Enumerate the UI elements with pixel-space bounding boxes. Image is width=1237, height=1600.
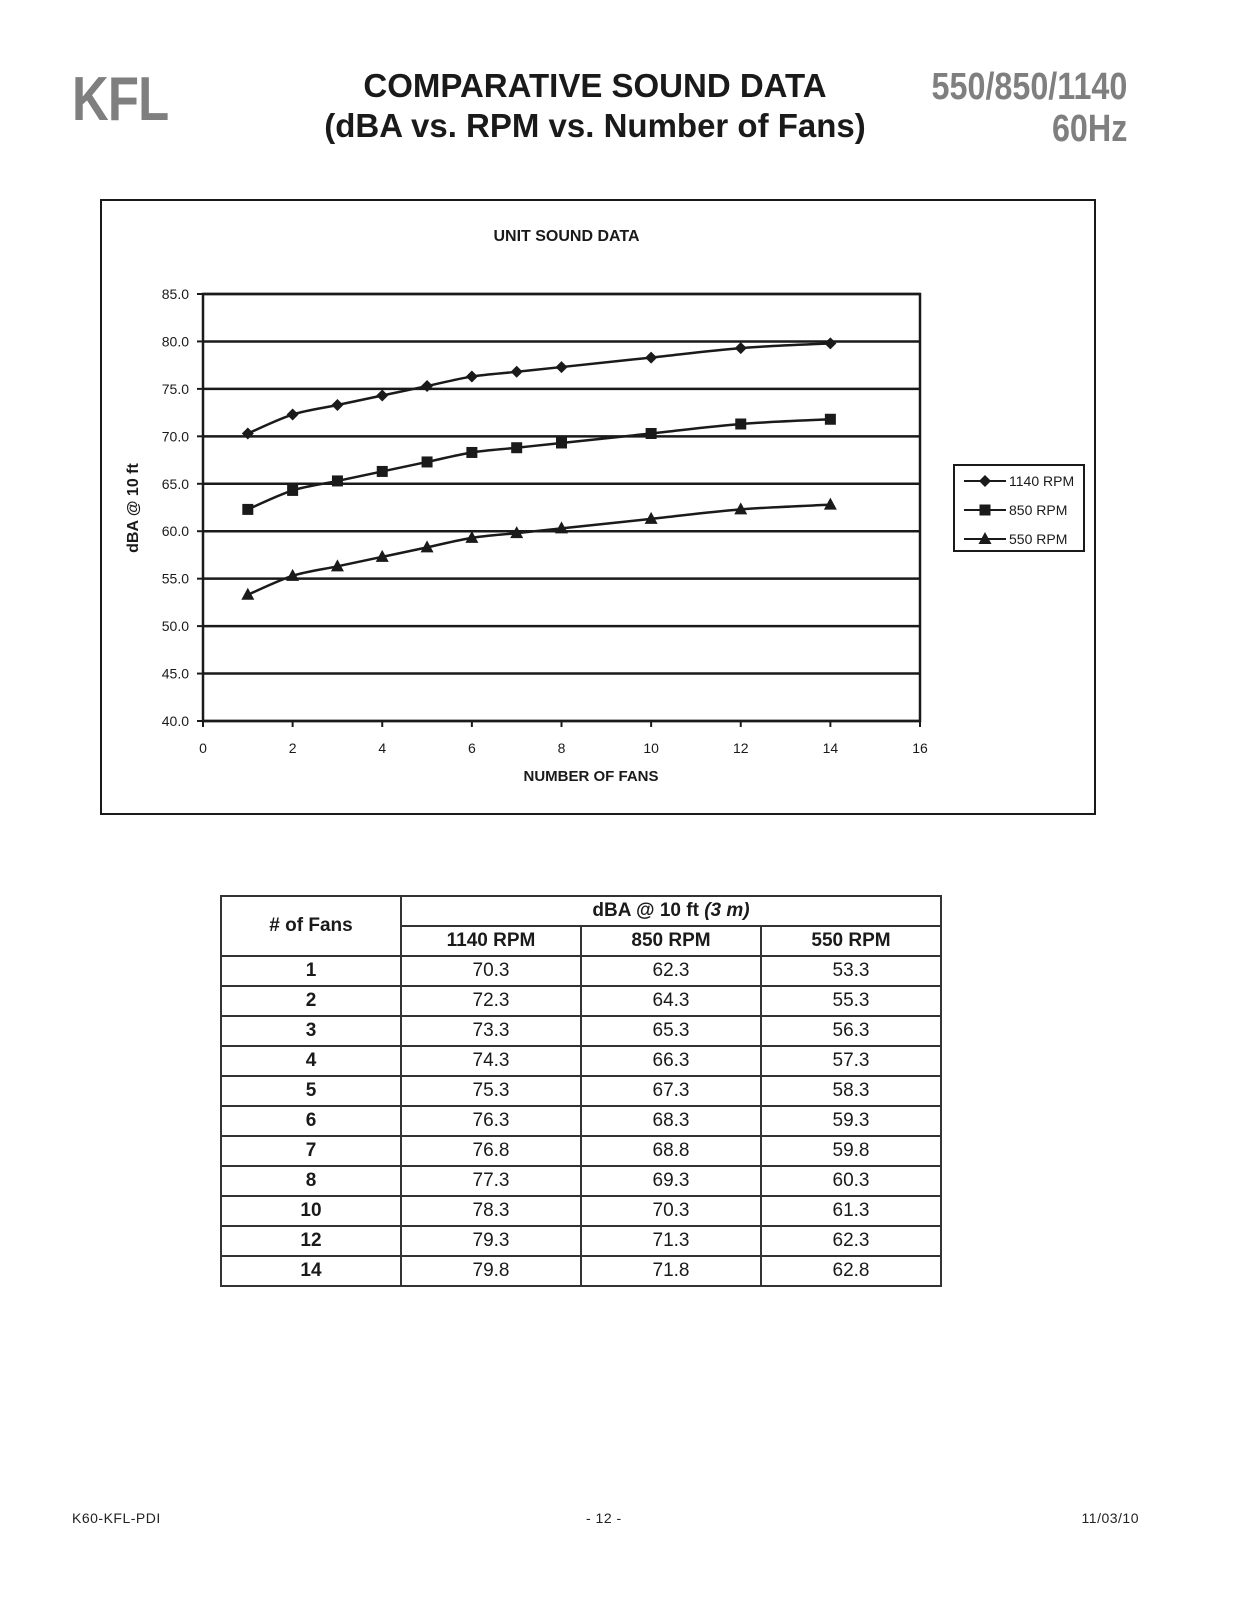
- series-line: [248, 419, 831, 509]
- data-point: [511, 366, 523, 378]
- y-tick-label: 45.0: [161, 665, 189, 682]
- x-tick-label: 12: [732, 740, 749, 756]
- cell-850: 64.3: [581, 986, 761, 1016]
- brand-logo: KFL: [72, 65, 169, 134]
- cell-850: 70.3: [581, 1196, 761, 1226]
- data-point: [646, 428, 657, 439]
- data-point: [422, 456, 433, 467]
- data-point: [645, 352, 657, 364]
- cell-fans: 8: [221, 1166, 401, 1196]
- cell-fans: 4: [221, 1046, 401, 1076]
- data-point: [287, 409, 299, 421]
- cell-1140: 79.3: [401, 1226, 581, 1256]
- table-row: [221, 1016, 941, 1046]
- data-point: [825, 414, 836, 425]
- cell-550: 60.3: [761, 1166, 941, 1196]
- data-point: [376, 390, 388, 402]
- cell-550: 57.3: [761, 1046, 941, 1076]
- table-row: [221, 986, 941, 1016]
- x-tick-label: 0: [199, 740, 207, 756]
- cell-550: 56.3: [761, 1016, 941, 1046]
- x-tick-label: 2: [288, 740, 297, 756]
- cell-1140: 76.3: [401, 1106, 581, 1136]
- cell-1140: 73.3: [401, 1016, 581, 1046]
- cell-850: 71.8: [581, 1256, 761, 1286]
- header-850: 850 RPM: [581, 926, 761, 956]
- cell-550: 62.3: [761, 1226, 941, 1256]
- x-tick-label: 8: [557, 740, 566, 756]
- data-point: [735, 418, 746, 429]
- y-tick-label: 70.0: [161, 428, 189, 445]
- cell-550: 53.3: [761, 956, 941, 986]
- cell-550: 58.3: [761, 1076, 941, 1106]
- cell-1140: 79.8: [401, 1256, 581, 1286]
- y-tick-label: 60.0: [161, 523, 189, 540]
- data-point: [242, 427, 254, 439]
- data-point: [466, 371, 478, 383]
- x-tick-label: 4: [378, 740, 387, 756]
- plot-area: [203, 294, 920, 721]
- y-tick-label: 65.0: [161, 475, 189, 492]
- cell-850: 71.3: [581, 1226, 761, 1256]
- cell-fans: 7: [221, 1136, 401, 1166]
- sound-data-table: [220, 895, 942, 1287]
- data-point: [331, 399, 343, 411]
- data-point: [332, 475, 343, 486]
- legend-label: 1140 RPM: [1009, 473, 1075, 489]
- data-point: [511, 442, 522, 453]
- data-point: [556, 437, 567, 448]
- header-1140: 1140 RPM: [401, 926, 581, 956]
- cell-1140: 77.3: [401, 1166, 581, 1196]
- cell-fans: 12: [221, 1226, 401, 1256]
- header-550: 550 RPM: [761, 926, 941, 956]
- y-tick-label: 75.0: [161, 380, 189, 397]
- cell-850: 68.3: [581, 1106, 761, 1136]
- sound-data-table-wrap: [220, 895, 942, 1287]
- data-point: [377, 466, 388, 477]
- model-numbers: 550/850/1140: [931, 66, 1127, 108]
- chart-title: UNIT SOUND DATA: [493, 228, 640, 245]
- header-dba-group: [401, 896, 941, 926]
- cell-850: 65.3: [581, 1016, 761, 1046]
- y-tick-label: 50.0: [161, 618, 189, 635]
- chart-frame: [100, 199, 1096, 815]
- cell-850: 66.3: [581, 1046, 761, 1076]
- cell-1140: 74.3: [401, 1046, 581, 1076]
- page-title: [300, 66, 890, 146]
- cell-550: 59.8: [761, 1136, 941, 1166]
- cell-fans: 2: [221, 986, 401, 1016]
- cell-850: 68.8: [581, 1136, 761, 1166]
- cell-1140: 70.3: [401, 956, 581, 986]
- cell-fans: 1: [221, 956, 401, 986]
- cell-fans: 5: [221, 1076, 401, 1106]
- header-fans: # of Fans: [221, 896, 401, 956]
- legend-label: 850 RPM: [1009, 502, 1068, 518]
- unit-sound-chart: [102, 201, 1094, 813]
- cell-550: 62.8: [761, 1256, 941, 1286]
- title-line-2: (dBA vs. RPM vs. Number of Fans): [324, 107, 866, 144]
- data-point: [466, 447, 477, 458]
- table-row: [221, 1166, 941, 1196]
- footer-date: 11/03/10: [1081, 1510, 1139, 1526]
- cell-1140: 76.8: [401, 1136, 581, 1166]
- y-tick-label: 40.0: [161, 713, 189, 729]
- table-row: [221, 1256, 941, 1286]
- table-row: [221, 1076, 941, 1106]
- data-point: [735, 342, 747, 354]
- y-axis-label: dBA @ 10 ft: [125, 463, 142, 553]
- y-tick-label: 55.0: [161, 570, 189, 587]
- table-row: [221, 1106, 941, 1136]
- cell-fans: 6: [221, 1106, 401, 1136]
- title-line-1: COMPARATIVE SOUND DATA: [363, 67, 827, 104]
- cell-550: 59.3: [761, 1106, 941, 1136]
- x-tick-label: 6: [467, 740, 476, 756]
- cell-fans: 10: [221, 1196, 401, 1226]
- legend-marker: [980, 505, 991, 516]
- series-line: [248, 505, 831, 595]
- data-point: [421, 380, 433, 392]
- x-tick-label: 16: [912, 740, 928, 756]
- cell-550: 61.3: [761, 1196, 941, 1226]
- cell-1140: 72.3: [401, 986, 581, 1016]
- cell-1140: 75.3: [401, 1076, 581, 1106]
- frequency-label: 60Hz: [1051, 108, 1127, 150]
- y-tick-label: 80.0: [161, 333, 189, 350]
- x-tick-label: 10: [643, 740, 659, 756]
- cell-1140: 78.3: [401, 1196, 581, 1226]
- model-info: [897, 66, 1127, 150]
- table-row: [221, 956, 941, 986]
- table-row: [221, 1046, 941, 1076]
- data-point: [287, 485, 298, 496]
- data-point: [242, 504, 253, 515]
- table-row: [221, 1136, 941, 1166]
- cell-850: 67.3: [581, 1076, 761, 1106]
- y-tick-label: 85.0: [161, 286, 189, 302]
- footer-page-number: - 12 -: [586, 1510, 622, 1526]
- data-point: [824, 337, 836, 349]
- cell-550: 55.3: [761, 986, 941, 1016]
- header-dba-metric: (3 m): [704, 900, 750, 921]
- header-dba-main: dBA @ 10 ft: [592, 900, 699, 921]
- table-row: [221, 1226, 941, 1256]
- x-axis-label: NUMBER OF FANS: [523, 768, 659, 785]
- cell-fans: 14: [221, 1256, 401, 1286]
- data-point: [556, 361, 568, 373]
- cell-fans: 3: [221, 1016, 401, 1046]
- x-tick-label: 14: [822, 740, 839, 756]
- table-row: [221, 1196, 941, 1226]
- cell-850: 62.3: [581, 956, 761, 986]
- footer-doc-code: K60-KFL-PDI: [72, 1510, 161, 1526]
- legend-label: 550 RPM: [1009, 531, 1068, 547]
- cell-850: 69.3: [581, 1166, 761, 1196]
